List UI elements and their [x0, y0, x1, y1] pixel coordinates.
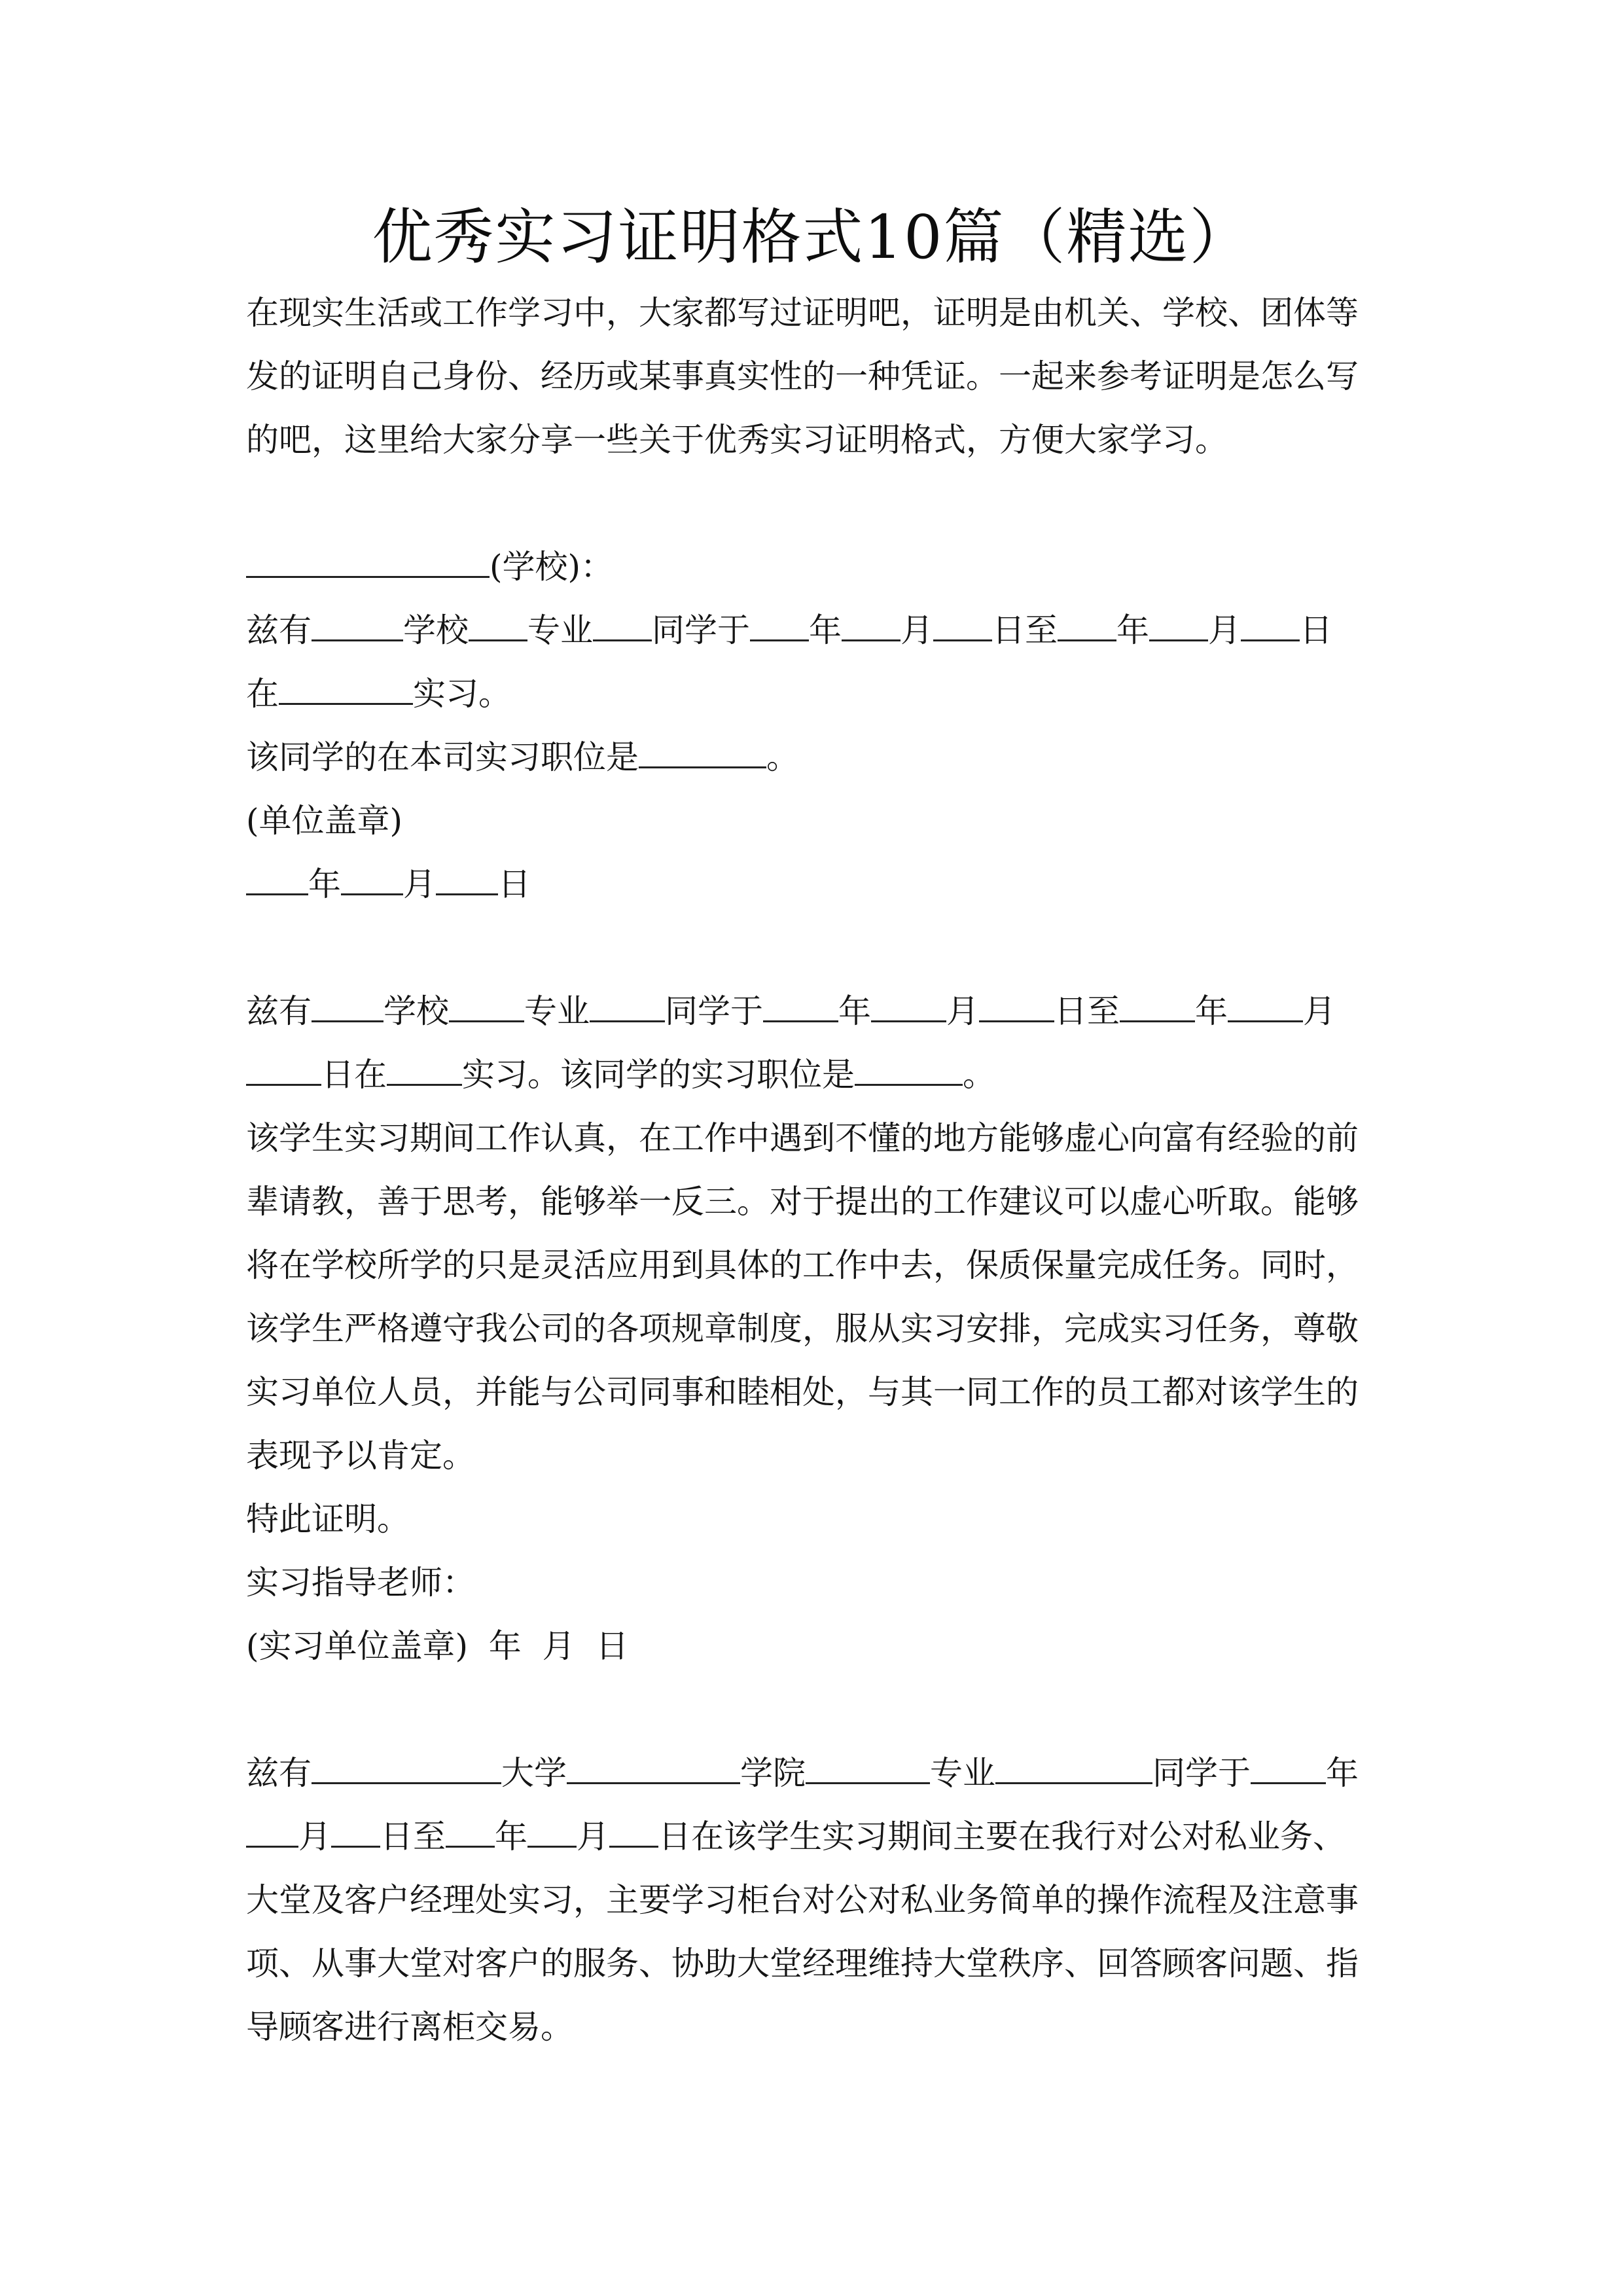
month-word: 月 — [1303, 992, 1336, 1030]
blank — [446, 1845, 495, 1848]
spacer — [246, 916, 1388, 980]
year-word: 年 — [1116, 611, 1149, 649]
blank — [842, 639, 901, 641]
blank — [436, 893, 498, 895]
blank — [246, 893, 308, 895]
duty-text: 日在该学生实习期间主要在我行对公对私业务、 — [658, 1818, 1346, 1856]
blank — [341, 893, 403, 895]
month-word: 月 — [901, 611, 933, 649]
teacher-line: 实习指导老师： — [246, 1564, 475, 1602]
blank — [246, 1083, 321, 1086]
position-end: 。 — [766, 738, 799, 776]
day-at-word: 日在 — [321, 1056, 387, 1094]
seal-date-line: (实习单位盖章) 年 月 日 — [246, 1627, 629, 1665]
blank — [763, 1020, 838, 1022]
month-word: 月 — [403, 865, 436, 903]
blank — [639, 766, 766, 768]
blank — [593, 639, 652, 641]
at-word: 在 — [246, 675, 279, 713]
year-word: 年 — [1195, 992, 1228, 1030]
certify-line-1 — [246, 599, 1388, 662]
student-word: 同学于 — [652, 611, 750, 649]
month-word: 月 — [298, 1818, 331, 1856]
date-line — [246, 853, 1388, 916]
student-word: 同学于 — [665, 992, 763, 1030]
college-word: 学院 — [740, 1754, 806, 1792]
certify-word: 兹有 — [246, 1754, 312, 1792]
blank — [567, 1782, 740, 1784]
blank — [279, 702, 413, 705]
blank — [933, 639, 992, 641]
blank — [590, 1020, 665, 1022]
certify-line-1 — [246, 1742, 1388, 1805]
year-word: 年 — [1326, 1754, 1359, 1792]
document-title: 优秀实习证明格式10篇（精选） — [372, 202, 1251, 272]
day-to-word: 日至 — [1054, 992, 1120, 1030]
position-label: 实习。该同学的实习职位是 — [462, 1056, 855, 1094]
blank — [1228, 1020, 1303, 1022]
blank — [449, 1020, 524, 1022]
evaluation-paragraph: 该学生实习期间工作认真，在工作中遇到不懂的地方能够虚心向富有经验的前辈请教，善于思考，能够举一反三。对于提出的工作建议可以虚心听取。能够将在学校所学的只是灵活应用到具体的工作中去，保质保量完成任务。同时，该学生严格遵守我公司的各项规章制度，服从实习安排，完成实习任务，尊敬实习单位人员，并能与公司同事和睦相处，与其一同工作的员工都对该学生的表现予以肯定。 — [246, 1119, 1359, 1475]
closing-line: 特此证明。 — [246, 1500, 410, 1538]
university-word: 大学 — [501, 1754, 567, 1792]
day-word: 日 — [1300, 611, 1332, 649]
position-line — [246, 726, 1388, 789]
blank — [1241, 639, 1300, 641]
blank — [609, 1845, 658, 1848]
certify-line-2 — [246, 1805, 1388, 1869]
blank — [1058, 639, 1116, 641]
internship-word: 实习。 — [413, 675, 511, 713]
blank — [995, 1782, 1152, 1784]
day-to-word: 日至 — [992, 611, 1058, 649]
major-word: 专业 — [930, 1754, 995, 1792]
blank — [527, 1845, 577, 1848]
major-word: 专业 — [527, 611, 593, 649]
certify-line-2 — [246, 662, 1388, 726]
year-word: 年 — [308, 865, 341, 903]
blank — [979, 1020, 1054, 1022]
month-word: 月 — [1208, 611, 1241, 649]
blank — [1251, 1782, 1326, 1784]
duty-paragraph: 大堂及客户经理处实习，主要学习柜台对公对私业务简单的操作流程及注意事项、从事大堂对客户的服务、协助大堂经理维持大堂秩序、回答顾客问题、指导顾客进行离柜交易。 — [246, 1881, 1359, 2046]
day-to-word: 日至 — [380, 1818, 446, 1856]
blank — [806, 1782, 930, 1784]
position-label: 该同学的在本司实习职位是 — [246, 738, 639, 776]
salutation-line — [246, 535, 1388, 599]
blank — [855, 1083, 963, 1086]
blank — [312, 639, 403, 641]
blank — [1149, 639, 1208, 641]
blank — [331, 1845, 380, 1848]
spacer — [246, 1678, 1388, 1742]
blank — [312, 1020, 383, 1022]
major-word: 专业 — [524, 992, 590, 1030]
certify-line-2 — [246, 1043, 1388, 1107]
blank — [246, 1845, 298, 1848]
school-word: 学校 — [403, 611, 469, 649]
blank — [1120, 1020, 1195, 1022]
year-word: 年 — [495, 1818, 527, 1856]
year-word: 年 — [809, 611, 842, 649]
school-blank — [246, 575, 490, 578]
month-word: 月 — [946, 992, 979, 1030]
document-body — [246, 281, 1388, 2059]
day-word: 日 — [498, 865, 531, 903]
certify-word: 兹有 — [246, 992, 312, 1030]
position-end: 。 — [963, 1056, 995, 1094]
school-word: 学校 — [383, 992, 449, 1030]
spacer — [246, 472, 1388, 535]
seal-line: (单位盖章) — [246, 802, 403, 840]
blank — [750, 639, 809, 641]
salutation-suffix: (学校)： — [490, 548, 614, 586]
year-word: 年 — [838, 992, 871, 1030]
month-word: 月 — [577, 1818, 609, 1856]
blank — [312, 1782, 501, 1784]
certify-word: 兹有 — [246, 611, 312, 649]
intro-paragraph: 在现实生活或工作学习中，大家都写过证明吧，证明是由机关、学校、团体等发的证明自己身份、经历或某事真实性的一种凭证。一起来参考证明是怎么写的吧，这里给大家分享一些关于优秀实习证明格式，方便大家学习。 — [246, 294, 1359, 459]
student-word: 同学于 — [1152, 1754, 1251, 1792]
blank — [469, 639, 527, 641]
blank — [871, 1020, 946, 1022]
blank — [387, 1083, 462, 1086]
certify-line-1 — [246, 980, 1388, 1043]
